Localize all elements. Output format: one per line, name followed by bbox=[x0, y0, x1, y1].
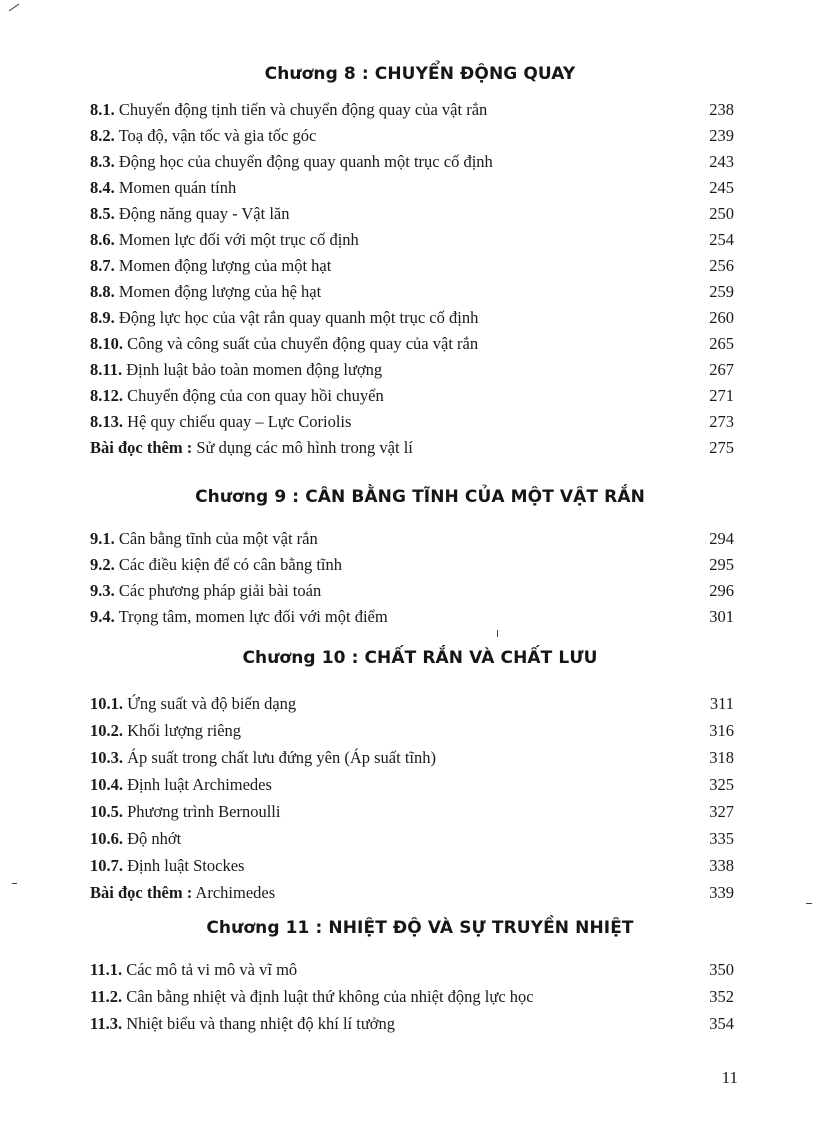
toc-entry bbox=[90, 771, 750, 798]
entry-page: 311 bbox=[709, 694, 734, 713]
chapter-10-section bbox=[90, 648, 750, 906]
entry-page: 335 bbox=[709, 829, 734, 848]
entry-page: 265 bbox=[709, 334, 734, 353]
scan-mark bbox=[9, 4, 19, 12]
entry-title: Các phương pháp giải bài toán bbox=[118, 581, 322, 600]
chapter-title: Chương 8 : CHUYỂN ĐỘNG QUAY bbox=[264, 64, 576, 84]
toc-list bbox=[90, 526, 750, 630]
entry-page: 325 bbox=[709, 775, 734, 794]
entry-page: 267 bbox=[709, 360, 734, 379]
toc-entry bbox=[90, 97, 750, 123]
toc-entry bbox=[90, 253, 750, 279]
entry-title: Hệ quy chiếu quay – Lực Coriolis bbox=[127, 412, 352, 431]
chapter-title: Chương 9 : CÂN BẰNG TĨNH CỦA MỘT VẬT RẮN bbox=[195, 487, 645, 507]
entry-number: 8.6. bbox=[90, 230, 115, 249]
toc-entry bbox=[90, 956, 750, 983]
entry-page: 243 bbox=[709, 152, 734, 171]
toc-entry bbox=[90, 879, 750, 906]
scan-mark bbox=[12, 883, 17, 884]
toc-entry bbox=[90, 798, 750, 825]
entry-title: Momen động lượng của một hạt bbox=[118, 256, 332, 275]
entry-number: 11.1. bbox=[90, 960, 123, 979]
entry-number: 8.12. bbox=[90, 386, 123, 405]
entry-title: Động năng quay - Vật lăn bbox=[118, 204, 290, 223]
entry-page: 318 bbox=[709, 748, 734, 767]
entry-page: 350 bbox=[709, 960, 734, 979]
toc-entry bbox=[90, 305, 750, 331]
entry-title: Áp suất trong chất lưu đứng yên (Áp suất tĩnh) bbox=[127, 748, 437, 767]
entry-page: 239 bbox=[709, 126, 734, 145]
entry-title: Nhiệt biểu và thang nhiệt độ khí lí tưởng bbox=[126, 1014, 396, 1033]
entry-number: 8.8. bbox=[90, 282, 115, 301]
entry-number: 9.1. bbox=[90, 529, 115, 548]
entry-title: Định luật Archimedes bbox=[127, 775, 272, 794]
chapter-11-section bbox=[90, 918, 750, 1037]
page-number: 11 bbox=[721, 1068, 738, 1087]
entry-page: 296 bbox=[709, 581, 734, 600]
entry-number: 10.4. bbox=[90, 775, 123, 794]
entry-title: Ứng suất và độ biến dạng bbox=[127, 694, 297, 713]
entry-title: Phương trình Bernoulli bbox=[127, 802, 281, 821]
toc-list bbox=[90, 690, 750, 906]
entry-page: 259 bbox=[709, 282, 734, 301]
entry-title: Các điều kiện để có cân bằng tĩnh bbox=[118, 555, 343, 574]
entry-title: Toạ độ, vận tốc và gia tốc góc bbox=[118, 126, 317, 145]
toc-entry bbox=[90, 357, 750, 383]
entry-number: 9.4. bbox=[90, 607, 115, 626]
entry-page: 338 bbox=[709, 856, 734, 875]
entry-number: 8.5. bbox=[90, 204, 115, 223]
entry-title: Chuyển động tịnh tiến và chuyển động quay của vật rắn bbox=[118, 100, 488, 119]
toc-entry bbox=[90, 526, 750, 552]
entry-number: 8.11. bbox=[90, 360, 123, 379]
entry-page: 354 bbox=[709, 1014, 734, 1033]
scan-mark bbox=[497, 630, 498, 637]
entry-number: 10.2. bbox=[90, 721, 123, 740]
entry-number: 9.3. bbox=[90, 581, 115, 600]
entry-title: Các mô tả vi mô và vĩ mô bbox=[126, 960, 298, 979]
entry-number: 11.3. bbox=[90, 1014, 123, 1033]
entry-number: Bài đọc thêm : bbox=[90, 438, 193, 457]
entry-number: 10.3. bbox=[90, 748, 123, 767]
toc-entry bbox=[90, 279, 750, 305]
entry-title: Độ nhớt bbox=[127, 829, 182, 848]
toc-entry bbox=[90, 983, 750, 1010]
toc-list bbox=[90, 97, 750, 461]
toc-entry bbox=[90, 175, 750, 201]
toc-entry bbox=[90, 852, 750, 879]
toc-list bbox=[90, 956, 750, 1037]
entry-page: 256 bbox=[709, 256, 734, 275]
entry-number: 11.2. bbox=[90, 987, 123, 1006]
entry-number: 8.10. bbox=[90, 334, 123, 353]
entry-title: Định luật bảo toàn momen động lượng bbox=[126, 360, 383, 379]
toc-entry bbox=[90, 409, 750, 435]
entry-title: Khối lượng riêng bbox=[127, 721, 242, 740]
entry-number: 9.2. bbox=[90, 555, 115, 574]
chapter-8-section bbox=[90, 64, 750, 461]
entry-page: 238 bbox=[709, 100, 734, 119]
entry-page: 327 bbox=[709, 802, 734, 821]
toc-entry bbox=[90, 383, 750, 409]
entry-number: 8.2. bbox=[90, 126, 115, 145]
toc-entry bbox=[90, 227, 750, 253]
entry-title: Định luật Stockes bbox=[127, 856, 245, 875]
entry-title: Cân bằng tĩnh của một vật rắn bbox=[118, 529, 318, 548]
chapter-title: Chương 11 : NHIỆT ĐỘ VÀ SỰ TRUYỀN NHIỆT bbox=[206, 918, 634, 938]
entry-number: 8.7. bbox=[90, 256, 115, 275]
entry-title: Sử dụng các mô hình trong vật lí bbox=[196, 438, 413, 457]
entry-title: Công và công suất của chuyển động quay của vật rắn bbox=[127, 334, 479, 353]
chapter-title: Chương 10 : CHẤT RẮN VÀ CHẤT LƯU bbox=[242, 648, 598, 668]
toc-entry bbox=[90, 578, 750, 604]
entry-title: Momen quán tính bbox=[118, 178, 237, 197]
entry-page: 352 bbox=[709, 987, 734, 1006]
toc-entry bbox=[90, 717, 750, 744]
toc-entry bbox=[90, 123, 750, 149]
entry-page: 275 bbox=[709, 438, 734, 457]
toc-entry bbox=[90, 604, 750, 630]
entry-title: Momen động lượng của hệ hạt bbox=[118, 282, 322, 301]
entry-title: Động học của chuyển động quay quanh một trục cố định bbox=[118, 152, 493, 171]
entry-title: Trọng tâm, momen lực đối với một điểm bbox=[118, 607, 388, 626]
entry-number: 10.6. bbox=[90, 829, 123, 848]
entry-page: 250 bbox=[709, 204, 734, 223]
toc-entry bbox=[90, 690, 750, 717]
entry-number: 8.1. bbox=[90, 100, 115, 119]
toc-entry bbox=[90, 825, 750, 852]
toc-entry bbox=[90, 201, 750, 227]
entry-title: Momen lực đối với một trục cố định bbox=[118, 230, 359, 249]
toc-entry bbox=[90, 435, 750, 461]
entry-number: 10.7. bbox=[90, 856, 123, 875]
toc-entry bbox=[90, 331, 750, 357]
entry-number: 10.1. bbox=[90, 694, 123, 713]
entry-page: 316 bbox=[709, 721, 734, 740]
chapter-9-section bbox=[90, 487, 750, 630]
entry-number: 8.3. bbox=[90, 152, 115, 171]
entry-page: 254 bbox=[709, 230, 734, 249]
entry-number: Bài đọc thêm : bbox=[90, 883, 193, 902]
entry-page: 301 bbox=[709, 607, 734, 626]
entry-page: 339 bbox=[709, 883, 734, 902]
entry-title: Chuyển động của con quay hồi chuyển bbox=[127, 386, 384, 405]
entry-number: 10.5. bbox=[90, 802, 123, 821]
entry-page: 271 bbox=[709, 386, 734, 405]
entry-page: 245 bbox=[709, 178, 734, 197]
entry-title: Cân bằng nhiệt và định luật thứ không của nhiệt động lực học bbox=[126, 987, 534, 1006]
entry-page: 295 bbox=[709, 555, 734, 574]
scan-mark bbox=[806, 903, 812, 904]
entry-number: 8.4. bbox=[90, 178, 115, 197]
toc-entry bbox=[90, 552, 750, 578]
entry-page: 260 bbox=[709, 308, 734, 327]
toc-entry bbox=[90, 149, 750, 175]
entry-title: Archimedes bbox=[195, 883, 276, 902]
entry-page: 273 bbox=[709, 412, 734, 431]
toc-entry bbox=[90, 744, 750, 771]
toc-entry bbox=[90, 1010, 750, 1037]
entry-number: 8.13. bbox=[90, 412, 123, 431]
entry-page: 294 bbox=[709, 529, 734, 548]
entry-title: Động lực học của vật rắn quay quanh một trục cố định bbox=[118, 308, 479, 327]
entry-number: 8.9. bbox=[90, 308, 115, 327]
